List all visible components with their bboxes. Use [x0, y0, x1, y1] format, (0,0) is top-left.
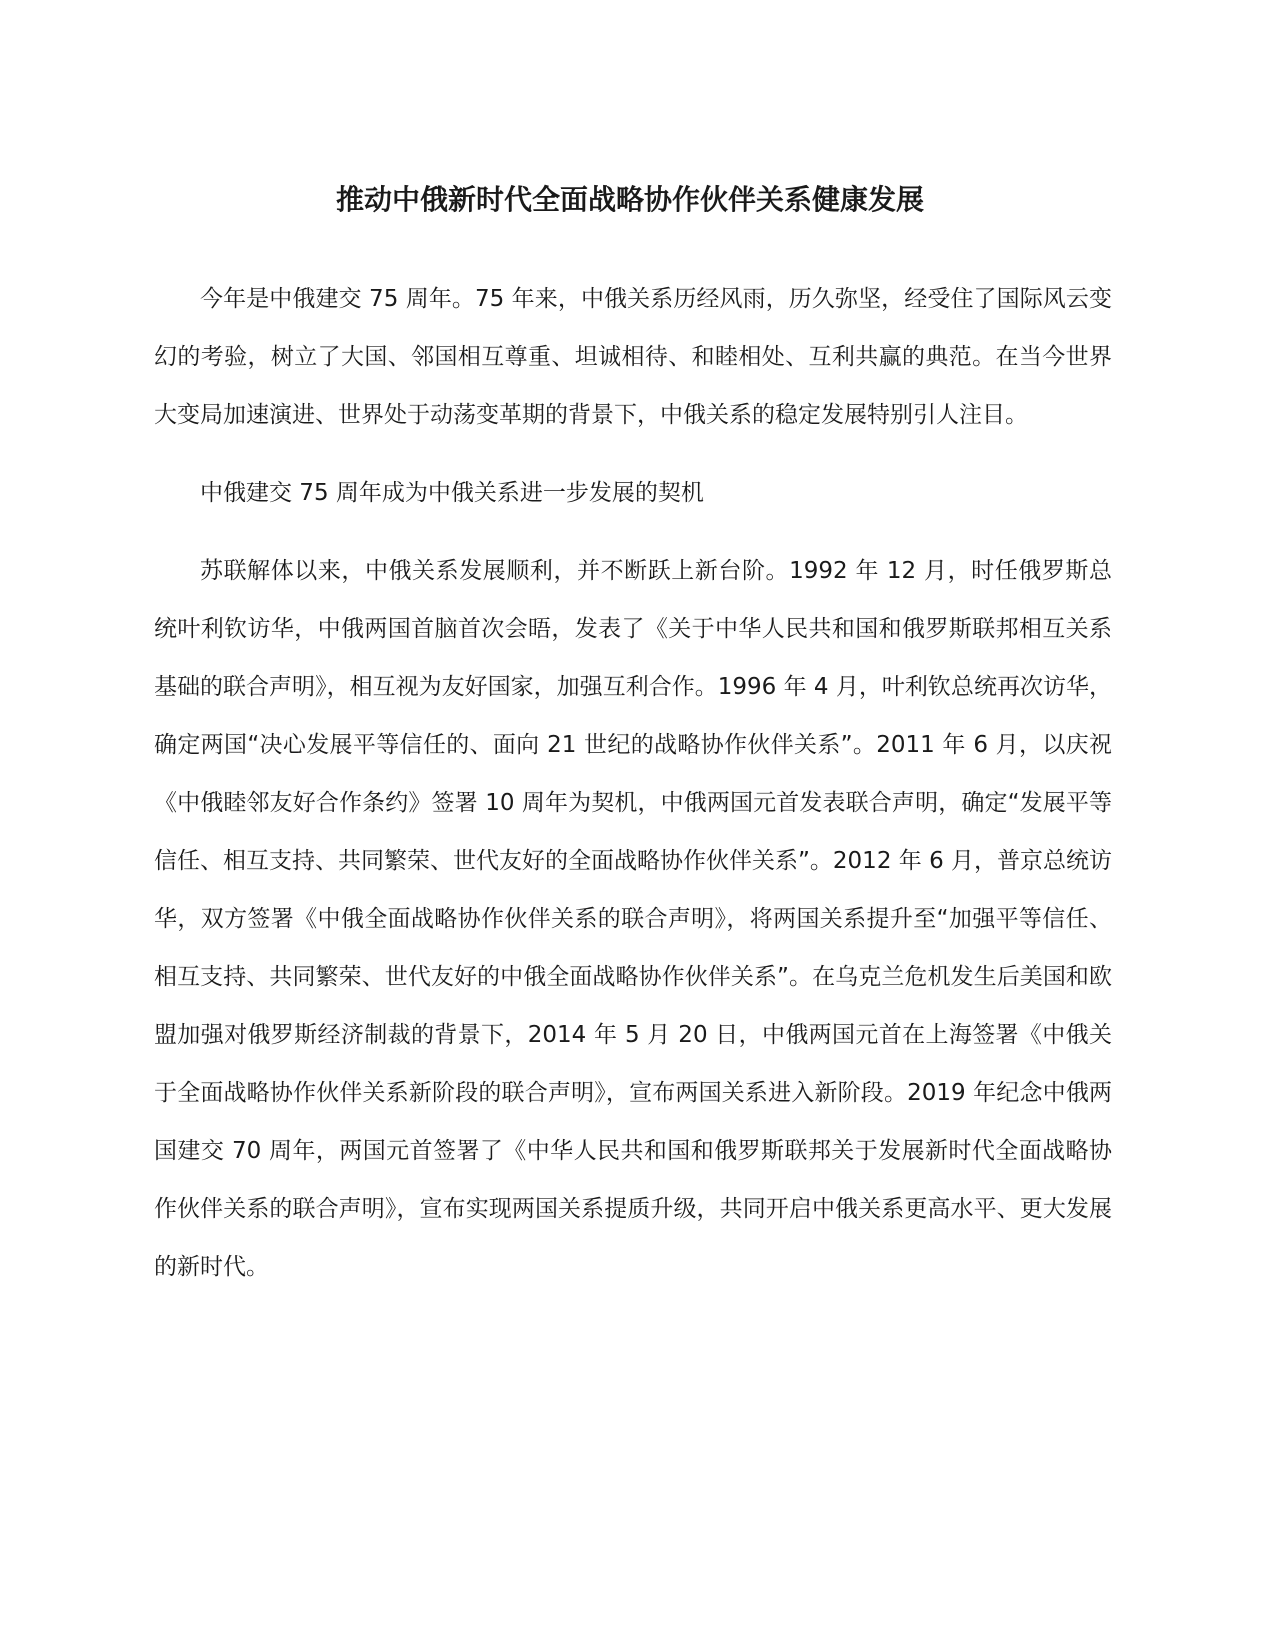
paragraph-intro: 今年是中俄建交 75 周年。75 年来，中俄关系历经风雨，历久弥坚，经受住了国际风云变幻的考验，树立了大国、邻国相互尊重、坦诚相待、和睦相处、互利共赢的典范。在当今世界大变局加速演进、世界处于动荡变革期的背景下，中俄关系的稳定发展特别引人注目。: [154, 286, 1112, 428]
paragraph-history: 苏联解体以来，中俄关系发展顺利，并不断跃上新台阶。1992 年 12 月，时任俄罗斯总统叶利钦访华，中俄两国首脑首次会晤，发表了《关于中华人民共和国和俄罗斯联邦相互关系基础的联合声明》，相互视为友好国家，加强互利合作。1996 年 4 月，叶利钦总统再次访华，确定两国“决心发展平等信任的、面向 21 世纪的战略协作伙伴关系”。2011 年 6 月，以庆祝《中俄睦邻友好合作条约》签署 10 周年为契机，中俄两国元首发表联合声明，确定“发展平等信任、相互支持、共同繁荣、世代友好的全面战略协作伙伴关系”。2012 年 6 月，普京总统访华，双方签署《中俄全面战略协作伙伴关系的联合声明》，将两国关系提升至“加强平等信任、相互支持、共同繁荣、世代友好的中俄全面战略协作伙伴关系”。在乌克兰危机发生后美国和欧盟加强对俄罗斯经济制裁的背景下，2014 年 5 月 20 日，中俄两国元首在上海签署《中俄关于全面战略协作伙伴关系新阶段的联合声明》，宣布两国关系进入新阶段。2019 年纪念中俄两国建交 70 周年，两国元首签署了《中华人民共和国和俄罗斯联邦关于发展新时代全面战略协作伙伴关系的联合声明》，宣布实现两国关系提质升级，共同开启中俄关系更高水平、更大发展的新时代。: [154, 558, 1113, 1280]
document-body: [154, 270, 1112, 1316]
document-title: 推动中俄新时代全面战略协作伙伴关系健康发展: [335, 183, 924, 216]
section-heading: 中俄建交 75 周年成为中俄关系进一步发展的契机: [200, 480, 704, 506]
